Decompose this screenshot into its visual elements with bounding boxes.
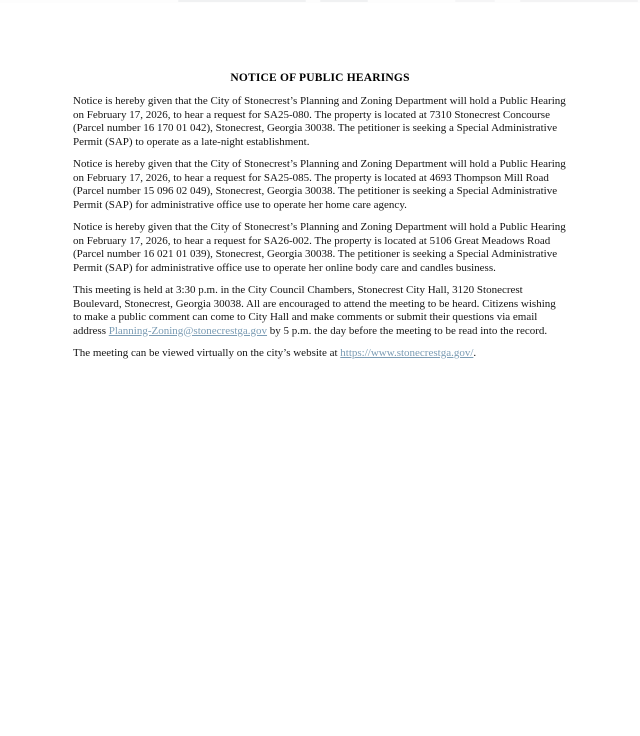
virtual-viewing-paragraph [73, 347, 567, 361]
top-edge-smudge [248, 0, 306, 2]
notice-document [73, 72, 567, 361]
notice-paragraph-sa25-085: Notice is hereby given that the City of Stonecrest’s Planning and Zoning Department will hold a Public Hearing on February 17, 2026, to hear a request for SA25-085. The property is located at 4693 Thompson Mill Road (Parcel number 15 096 02 049), Stonecrest, Georgia 30038. The petitioner is seeking a Special Administrative Permit (SAP) for administrative office use to operate her home care agency. [73, 158, 566, 211]
document-title: NOTICE OF PUBLIC HEARINGS [230, 72, 410, 84]
meeting-details-text-before: This meeting is held at 3:30 p.m. in the City Council Chambers, Stonecrest City Hall, 3120 Stonecrest Boulevard, Stonecrest, Georgia 30038. All are encouraged to attend the meeting to be heard. Citizens wishing to make a public comment can come to City Hall and make comments or submit their questions via email address [73, 284, 556, 337]
top-edge-smudge [178, 0, 250, 2]
top-edge-smudge [455, 0, 495, 2]
meeting-details-paragraph [73, 284, 567, 338]
top-edge-smudge [520, 0, 638, 2]
virtual-viewing-text-before: The meeting can be viewed virtually on the city’s website at [73, 347, 341, 359]
notice-paragraph-sa26-002: Notice is hereby given that the City of Stonecrest’s Planning and Zoning Department will hold a Public Hearing on February 17, 2026, to hear a request for SA26-002. The property is located at 5106 Great Meadows Road (Parcel number 16 021 01 039), Stonecrest, Georgia 30038. The petitioner is seeking a Special Administrative Permit (SAP) for administrative office use to operate her online body care and candles business. [73, 221, 566, 274]
planning-zoning-email-link[interactable]: Planning-Zoning@stonecrestga.gov [108, 324, 268, 337]
stonecrest-website-link[interactable]: https://www.stonecrestga.gov/ [340, 347, 474, 359]
virtual-viewing-text-after: . [473, 347, 477, 359]
top-edge-smudge [320, 0, 368, 2]
meeting-details-text-after: by 5 p.m. the day before the meeting to be read into the record. [267, 324, 548, 337]
notice-paragraph-sa25-080: Notice is hereby given that the City of Stonecrest’s Planning and Zoning Department will hold a Public Hearing on February 17, 2026, to hear a request for SA25-080. The property is located at 7310 Stonecrest Concourse (Parcel number 16 170 01 042), Stonecrest, Georgia 30038. The petitioner is seeking a Special Administrative Permit (SAP) to operate as a late-night establishment. [73, 95, 566, 148]
top-edge-artifact [0, 0, 640, 3]
